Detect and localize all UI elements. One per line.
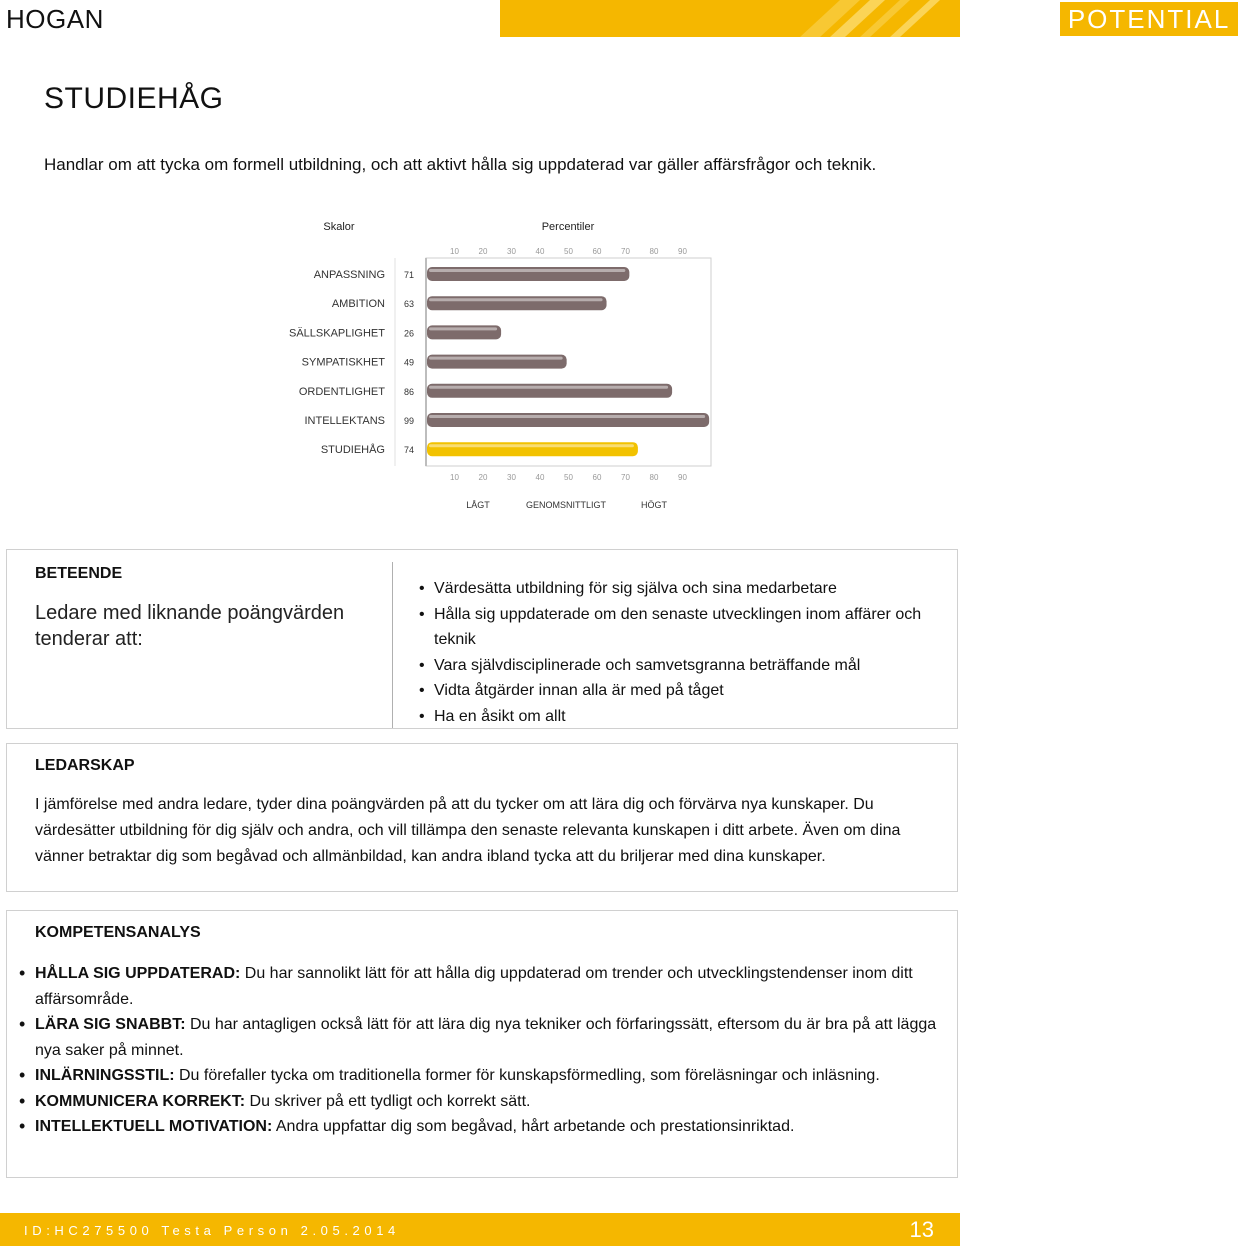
page-footer [0,1213,960,1246]
chart-category-label: ANPASSNING [313,269,385,281]
percentile-chart [0,210,960,520]
chart-tick-label-bottom: 50 [564,473,573,482]
page-title: STUDIEHÅG [44,82,224,115]
brand-ledarskap [104,0,1056,94]
behavior-section [6,549,958,729]
intro-text: Handlar om att tycka om formell utbildning, och att aktivt hålla sig uppdaterad var gäller affärsfrågor och teknik. [44,155,877,174]
chart-tick-label-bottom: 60 [592,473,602,482]
chart-tick-label-bottom: 40 [535,473,545,482]
chart-tick-label-bottom: 90 [678,473,687,482]
behavior-item: • Ha en åsikt om allt [419,704,949,730]
chart-band-label: GENOMSNITTLIGT [525,500,607,510]
chart-bar-highlight [429,357,563,360]
chart-tick-label-top: 90 [678,247,687,256]
page-header [0,0,1231,37]
competence-title: KOMPETENSANALYS [35,924,201,941]
chart-value-label: 74 [403,445,415,456]
chart-category-label: INTELLEKTANS [304,415,385,427]
chart-value-label: 26 [403,328,415,339]
chart-bar-highlight [429,269,625,272]
chart-category-label: SYMPATISKHET [301,356,385,369]
chart-tick-label-bottom: 20 [478,473,488,482]
behavior-title: BETEENDE [35,565,123,582]
behavior-divider [392,562,393,728]
competence-item-head: INLÄRNINGSSTIL: [35,1067,175,1084]
competence-item [19,1012,944,1063]
behavior-item: • Värdesätta utbildning för sig själva och sina medarbetare [419,576,949,602]
competence-item-head: HÅLLA SIG UPPDATERAD: [35,965,241,982]
chart-value-label: 49 [403,357,415,368]
competence-list [19,961,944,1140]
chart-percentiles-header: Percentiler [541,221,595,233]
chart-tick-label-top: 50 [564,247,573,256]
chart-tick-label-top: 30 [507,247,516,256]
leadership-section [6,743,958,892]
competence-item-head: INTELLEKTUELL MOTIVATION: [35,1118,273,1135]
competence-item [19,1114,944,1140]
behavior-item: • Hålla sig uppdaterade om den senaste utvecklingen inom affärer och teknik [419,602,949,653]
competence-item-text: Andra uppfattar dig som begåvad, hårt arbetande och prestationsinriktad. [272,1118,795,1135]
competence-item [19,1089,944,1115]
behavior-item: • Vidta åtgärder innan alla är med på tåget [419,678,949,704]
behavior-list [419,576,949,729]
footer-id: ID:HC275500 Testa Person 2.05.2014 [24,1223,400,1238]
chart-category-label: STUDIEHÅG [320,444,385,457]
chart-category-label: AMBITION [331,298,385,311]
chart-value-label: 71 [403,270,415,280]
chart-bar-highlight [429,415,705,418]
competence-item-text: Du förefaller tycka om traditionella former för kunskapsförmedling, som föreläsningar och inläsning. [174,1067,880,1084]
chart-bar-highlight [429,327,497,330]
chart-tick-label-top: 70 [621,247,630,256]
brand-hogan: HOGAN [6,3,104,34]
chart-bar-highlight [429,444,634,447]
page-number: 13 [909,1217,934,1242]
competence-item-head: KOMMUNICERA KORREKT: [35,1092,246,1110]
competence-item-text: Du skriver på ett tydligt och korrekt sätt. [245,1092,531,1110]
leadership-body: I jämförelse med andra ledare, tyder dina poängvärden på att du tycker om att lära dig och förvärva nya kunskaper. Du värdesätter utbildning för dig själv och andra, och vill tillämpa den senaste relevanta kunskapen i ditt arbete. Även om dina vänner betraktar dig som begåvad och allmänbildad, kan andra ibland tycka att du briljerar med dina kunskaper. [35,796,901,865]
chart-bar-highlight [429,298,603,301]
chart-category-label: SÄLLSKAPLIGHET [289,327,385,340]
chart-band-label: HÖGT [641,500,667,510]
competence-item-text: Du har sannolikt lätt för att hålla dig uppdaterad om trender och utvecklingstendenser inom ditt affärsområde. [35,965,913,1008]
chart-tick-label-top: 20 [478,247,488,256]
competence-item-head: LÄRA SIG SNABBT: [35,1016,186,1033]
chart-tick-label-bottom: 30 [507,473,516,482]
competence-item-text: Du har antagligen också lätt för att lära dig nya tekniker och förfaringssätt, eftersom du är bra på att lägga nya saker på minnet. [35,1016,937,1059]
chart-scales-header: Skalor [323,221,355,233]
chart-tick-label-top: 80 [649,247,659,256]
chart-tick-label-bottom: 70 [621,473,630,482]
chart-tick-label-top: 10 [450,247,459,256]
chart-bar-highlight [429,386,668,389]
competence-item [19,961,944,1012]
brand-logo [6,2,1238,36]
brand-potential: POTENTIAL [1060,2,1238,36]
chart-tick-label-bottom: 80 [649,473,659,482]
chart-value-label: 99 [403,416,415,426]
chart-value-label: 86 [403,386,415,397]
chart-tick-label-top: 40 [535,247,545,256]
percentile-chart-svg [0,210,960,520]
competence-section [6,910,958,1178]
behavior-subtitle: Ledare med liknande poängvärden tenderar att: [35,602,345,650]
competence-item [19,1063,944,1089]
chart-category-label: ORDENTLIGHET [298,385,385,398]
chart-tick-label-top: 60 [592,247,602,256]
chart-tick-label-bottom: 10 [450,473,459,482]
leadership-title: LEDARSKAP [35,757,135,774]
chart-value-label: 63 [403,299,415,310]
chart-band-label: LÅGT [466,500,490,510]
behavior-item: • Vara självdisciplinerade och samvetsgranna beträffande mål [419,653,949,679]
